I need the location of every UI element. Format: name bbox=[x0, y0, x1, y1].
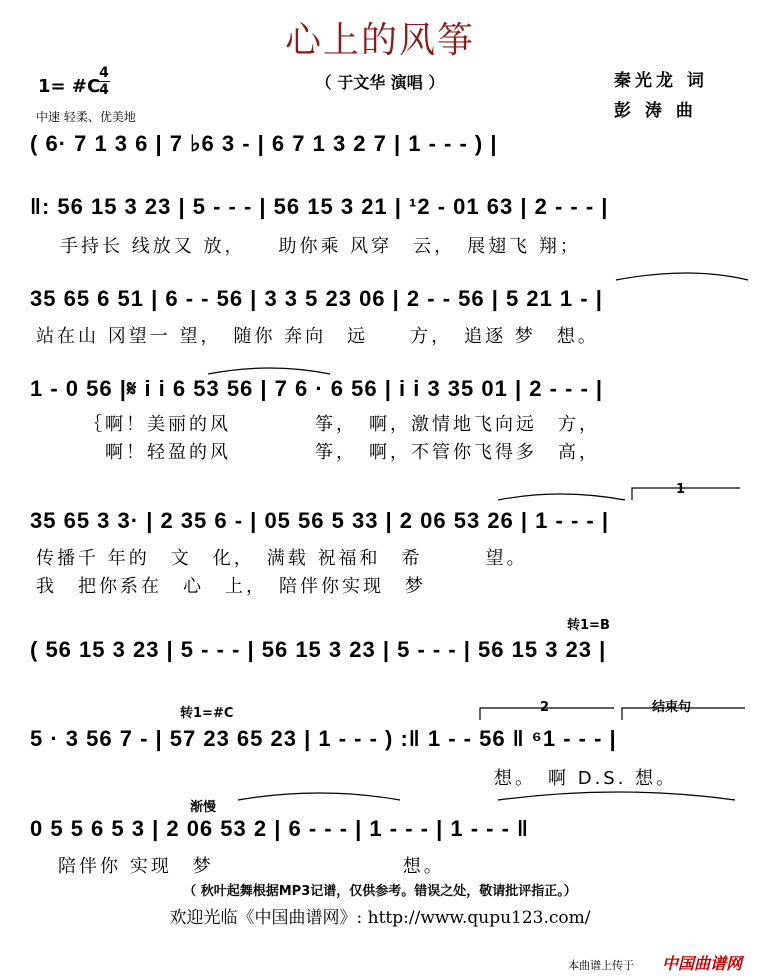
ending-bracket bbox=[622, 708, 745, 720]
slur bbox=[616, 273, 748, 280]
volta-2-bracket bbox=[480, 708, 614, 720]
time-signature-top: 4 bbox=[99, 65, 109, 81]
modulation-to-b: 转1=B bbox=[567, 618, 610, 633]
score-line-7: 5 · 3 56 7 - | 57 23 65 23 | 1 - - - ) :‖ 1 - - 56 ‖ ⁶1 - - - | bbox=[30, 726, 617, 751]
page-title: 心上的风筝 bbox=[284, 20, 475, 61]
lyric-line-2: 手持长 线放又 放， 助你乘 风穿 云， 展翅飞 翔； bbox=[60, 236, 581, 257]
composer-credit: 彭 涛 曲 bbox=[614, 101, 697, 121]
slur bbox=[498, 494, 625, 500]
ending-label: 结束句 bbox=[652, 700, 692, 715]
score-line-4: 1 - 0 56 |𝄋 i i 6 53 56 | 7 6 · 6 56 | i i 3 35 01 | 2 - - - | bbox=[30, 376, 604, 401]
slur bbox=[208, 368, 330, 374]
footer-label: 本曲谱上传于 bbox=[568, 959, 634, 972]
score-line-1: ( 6· 7 1 3 6 | 7 ♭6 3 - | 6 7 1 3 2 7 | 1 - - - ) | bbox=[30, 131, 498, 156]
slur bbox=[238, 793, 400, 800]
lyric-line-8: 陪伴你 实现 梦 想。 bbox=[58, 856, 445, 877]
tempo-marking: 中速 轻柔、优美地 bbox=[36, 110, 136, 124]
website-link[interactable]: 欢迎光临《中国曲谱网》: http://www.qupu123.com/ bbox=[169, 908, 591, 928]
score-line-2: ‖: 56 15 3 23 | 5 - - - | 56 15 3 21 | ¹2 - 01 63 | 2 - - - | bbox=[30, 194, 609, 219]
footer-logo: 中国曲谱网 bbox=[662, 954, 743, 973]
performer-credit: （ 于文华 演唱 ） bbox=[315, 73, 445, 92]
volta-1-bracket bbox=[632, 488, 740, 500]
modulation-to-c-sharp: 转1=#C bbox=[180, 706, 234, 721]
lyric-line-5b: 我 把你系在 心 上， 陪伴你实现 梦 bbox=[36, 576, 426, 597]
lyric-line-4b: 啊！轻盈的风 筝， 啊，不管你飞得多 高， bbox=[84, 442, 600, 463]
score-line-3: 35 65 6 51 | 6 - - 56 | 3 3 5 23 06 | 2 - - 56 | 5 21 1 - | bbox=[30, 286, 603, 311]
lyricist-credit: 秦光龙 词 bbox=[614, 71, 708, 91]
lyric-line-7: 想。 啊 D.S. 想。 bbox=[494, 768, 678, 789]
slur bbox=[498, 792, 735, 800]
key-signature: 1= #C bbox=[38, 76, 101, 97]
ritardando-marking: 渐慢 bbox=[190, 800, 217, 815]
score-line-8: 0 5 5 6 5 3 | 2 06 53 2 | 6 - - - | 1 - - - | 1 - - - ‖ bbox=[30, 816, 529, 841]
lyric-line-3: 站在山 冈望一 望， 随你 奔向 远 方， 追逐 梦 想。 bbox=[36, 326, 599, 347]
volta-1-label: 1 bbox=[676, 482, 686, 497]
score-line-5: 35 65 3 3· | 2 35 6 - | 05 56 5 33 | 2 06 53 26 | 1 - - - | bbox=[30, 508, 609, 533]
lyric-line-5a: 传播千 年的 文 化， 满载 祝福和 希 望。 bbox=[36, 548, 528, 569]
score-line-6: ( 56 15 3 23 | 5 - - - | 56 15 3 23 | 5 - - - | 56 15 3 23 | bbox=[30, 637, 607, 662]
volta-2-label: 2 bbox=[540, 700, 550, 715]
lyric-line-4a: ｛啊！美丽的风 筝， 啊，激情地飞向远 方， bbox=[84, 414, 600, 435]
transcriber-note: （ 秋叶起舞根据MP3记谱，仅供参考。错误之处，敬请批评指正。） bbox=[183, 884, 577, 899]
time-signature-bottom: 4 bbox=[99, 82, 109, 98]
